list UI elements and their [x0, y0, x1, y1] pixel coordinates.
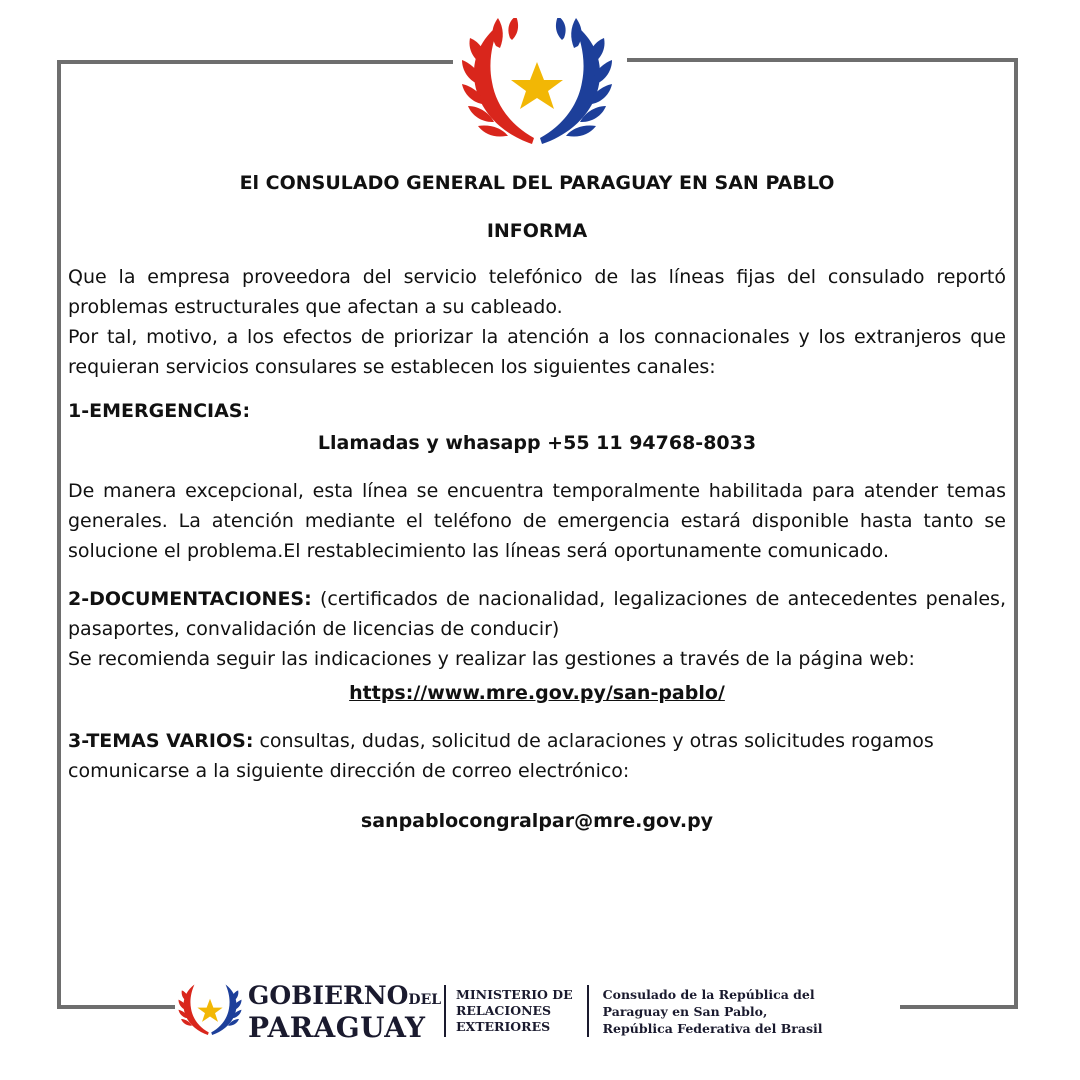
- consulado-line-2: Paraguay en San Pablo,: [602, 1003, 768, 1019]
- contact-email[interactable]: sanpablocongralpar@mre.gov.py: [360, 810, 714, 832]
- consulado-line-3: República Federativa del Brasil: [602, 1020, 823, 1036]
- intro-paragraph-2: Por tal, motivo, a los efectos de priorizar la atención a los connacionales y los extranjeros que requieran servicios consulares se establecen los siguientes canales:: [68, 326, 1006, 378]
- announcement-body: [68, 168, 1006, 836]
- section-temas-varios: [68, 726, 1006, 836]
- url-line: [68, 678, 1006, 708]
- section-emergencias: [68, 396, 1006, 566]
- ministerio-line-3: EXTERIORES: [456, 1019, 551, 1034]
- section-documentaciones-text: [68, 584, 1006, 644]
- footer-divider-1: [444, 985, 446, 1037]
- intro-paragraph-1: Que la empresa proveedora del servicio telefónico de las líneas fijas del consulado reportó problemas estructurales que afectan a su cableado.: [68, 266, 1006, 318]
- section-temas-varios-heading: 3-TEMAS VARIOS:: [68, 730, 254, 752]
- gobierno-wordmark: [248, 980, 442, 1044]
- ministerio-line-1: MINISTERIO DE: [456, 987, 573, 1002]
- footer-logos: [178, 980, 822, 1042]
- frame-line-left: [57, 60, 61, 1009]
- frame-line-bottom-left: [57, 1005, 175, 1009]
- ministerio-wordmark: [456, 987, 573, 1035]
- del-text: DEL: [408, 991, 442, 1008]
- paraguay-emblem-icon: [462, 18, 612, 156]
- intro-section: [68, 262, 1006, 382]
- frame-line-top-left: [57, 60, 453, 64]
- page-subtitle: INFORMA: [486, 220, 588, 242]
- section-documentaciones: [68, 584, 1006, 708]
- consulate-website-link[interactable]: https://www.mre.gov.py/san-pablo/: [349, 682, 725, 704]
- page-title: El CONSULADO GENERAL DEL PARAGUAY EN SAN PABLO: [239, 172, 835, 194]
- section-documentaciones-heading: 2-DOCUMENTACIONES:: [68, 588, 312, 610]
- frame-line-right: [1014, 58, 1018, 1009]
- section-documentaciones-body: Se recomienda seguir las indicaciones y realizar las gestiones a través de la página web:: [68, 648, 915, 670]
- gobierno-text: GOBIERNO: [248, 980, 409, 1010]
- section-emergencias-heading: 1-EMERGENCIAS:: [68, 400, 251, 422]
- frame-line-bottom-right: [900, 1005, 1018, 1009]
- ministerio-line-2: RELACIONES: [456, 1003, 552, 1018]
- section-documentaciones-detail: (certificados de nacionalidad, legalizaciones de antecedentes penales, pasaportes, convalidación de licencias de conducir): [68, 588, 1006, 640]
- section-temas-varios-detail: consultas, dudas, solicitud de aclaraciones y otras solicitudes rogamos comunicarse a la siguiente dirección de correo electrónico:: [68, 730, 934, 782]
- section-temas-varios-text: [68, 726, 1006, 786]
- section-emergencias-body: De manera excepcional, esta línea se encuentra temporalmente habilitada para atender temas generales. La atención mediante el teléfono de emergencia estará disponible hasta tanto se solucione el problema.El restablecimiento las líneas será oportunamente comunicado.: [68, 480, 1006, 562]
- footer-divider-2: [587, 985, 589, 1037]
- consulado-line-1: Consulado de la República del: [602, 986, 815, 1002]
- emergency-phone: Llamadas y whasapp +55 11 94768-8033: [317, 432, 757, 454]
- gobierno-emblem-icon: [178, 982, 242, 1040]
- paraguay-text: PARAGUAY: [248, 1010, 426, 1044]
- consulado-wordmark: [603, 986, 823, 1037]
- frame-line-top-right: [627, 58, 1018, 62]
